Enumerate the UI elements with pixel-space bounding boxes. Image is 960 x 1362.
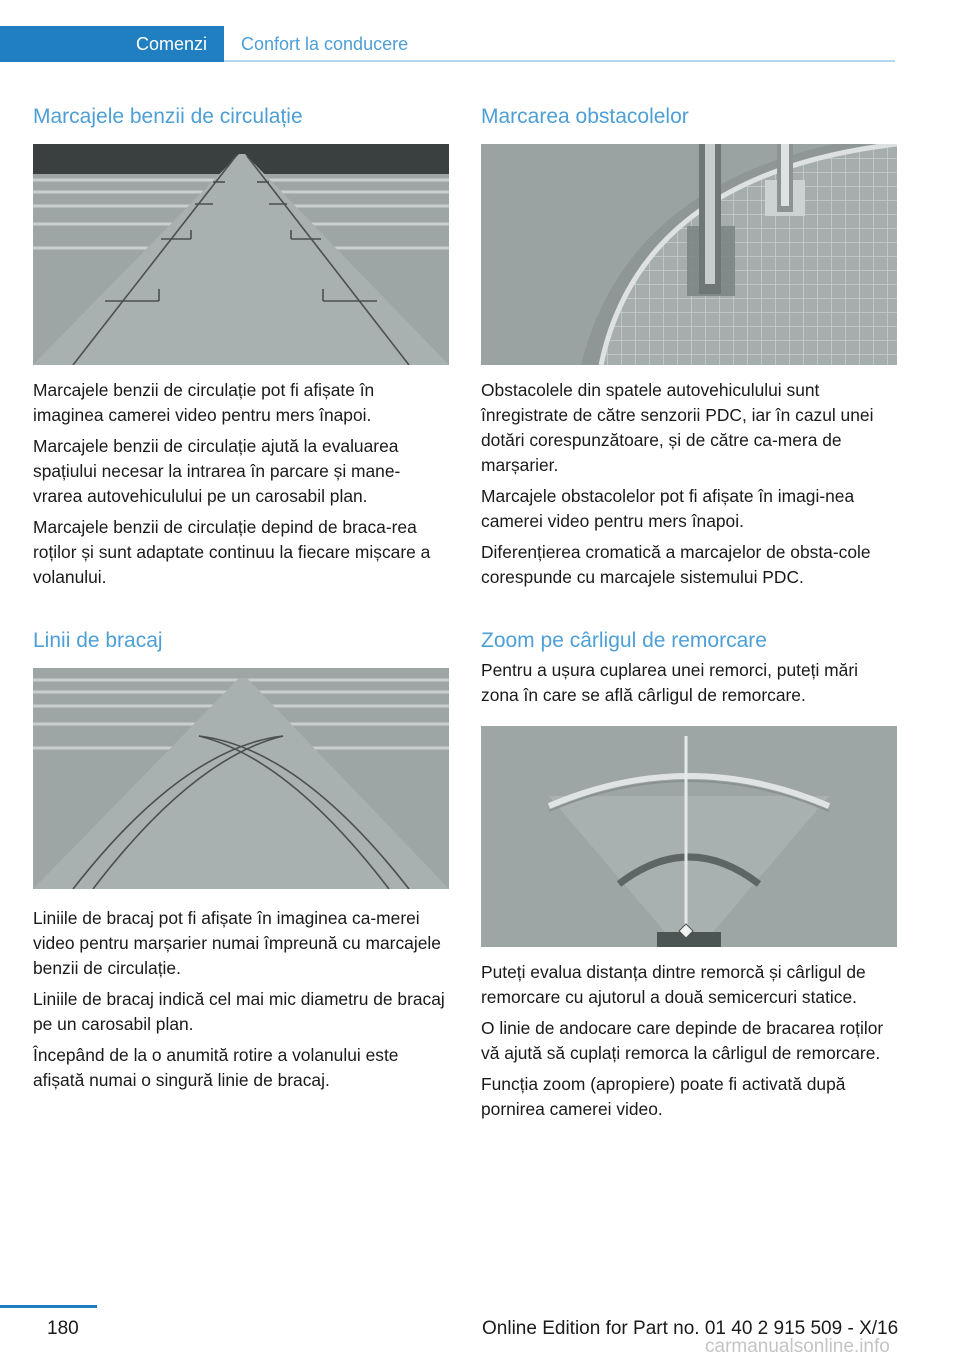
paragraph: Funcția zoom (apropiere) poate fi activată după pornirea camerei video.: [481, 1074, 846, 1119]
paragraph: Obstacolele din spatele autovehiculului sunt înregistrate de către senzorii PDC, iar în cazul unei dotări corespunzătoare, și de către ca‐mera de marșarier.: [481, 380, 874, 475]
paragraph: Marcajele benzii de circulație ajută la evaluarea spațiului necesar la intrarea în parcare și mane‐vrarea autovehiculului pe un carosabil plan.: [33, 436, 401, 506]
watermark: carmanualsonline.info: [705, 1336, 890, 1357]
section-hitch-zoom: [481, 628, 897, 708]
obstacle-marking-text: [481, 378, 897, 590]
tab-confort-la-conducere[interactable]: Confort la conducere: [241, 33, 409, 54]
section-title-lane-markings: Marcajele benzii de circulație: [33, 105, 303, 128]
section-title-hitch-zoom: Zoom pe cârligul de remorcare: [481, 629, 767, 652]
figure-lane-markings: [33, 144, 449, 365]
section-title-turning-lines: Linii de bracaj: [33, 629, 163, 652]
lane-markings-text: [33, 378, 449, 590]
hitch-zoom-text: [481, 960, 897, 1122]
figure-hitch-zoom: [481, 726, 897, 947]
footer-rule: [0, 1305, 97, 1308]
section-lane-markings: [33, 104, 449, 130]
section-title-obstacle-marking: Marcarea obstacolelor: [481, 105, 689, 128]
paragraph: Marcajele benzii de circulație pot fi afișate în imaginea camerei video pentru mers înapoi.: [33, 380, 375, 425]
paragraph: Pentru a ușura cuplarea unei remorci, puteți mări zona în care se află cârligul de remorcare.: [481, 660, 858, 705]
paragraph: Liniile de bracaj indică cel mai mic diametru de bracaj pe un carosabil plan.: [33, 989, 445, 1034]
edition-text: Online Edition for Part no. 01 40 2 915 509 - X/16: [482, 1318, 899, 1339]
paragraph: Începând de la o anumită rotire a volanului este afișată numai o singură linie de bracaj.: [33, 1045, 399, 1090]
section-turning-lines: [33, 628, 449, 654]
header-tabs: [0, 26, 895, 62]
paragraph: O linie de andocare care depinde de bracarea roților vă ajută să cuplați remorca la cârligul de remorcare.: [481, 1018, 884, 1063]
tab-comenzi[interactable]: Comenzi: [0, 26, 224, 62]
paragraph: Liniile de bracaj pot fi afișate în imaginea ca‐merei video pentru marșarier numai împreună cu marcajele benzii de circulație.: [33, 908, 441, 978]
paragraph: Diferențierea cromatică a marcajelor de obsta‐cole corespunde cu marcajele sistemului PDC.: [481, 542, 871, 587]
figure-obstacle-marking: [481, 144, 897, 365]
paragraph: Puteți evalua distanța dintre remorcă și cârligul de remorcare cu ajutorul a două semicercuri statice.: [481, 962, 866, 1007]
paragraph: Marcajele obstacolelor pot fi afișate în imagi‐nea camerei video pentru mers înapoi.: [481, 486, 855, 531]
page-number: 180: [47, 1318, 79, 1339]
turning-lines-text: [33, 906, 449, 1093]
section-obstacle-marking: [481, 104, 897, 130]
paragraph: Marcajele benzii de circulație depind de braca‐rea roților și sunt adaptate continuu la fiecare mișcare a volanului.: [33, 517, 431, 587]
header-rule: [224, 60, 895, 62]
figure-turning-lines: [33, 668, 449, 889]
